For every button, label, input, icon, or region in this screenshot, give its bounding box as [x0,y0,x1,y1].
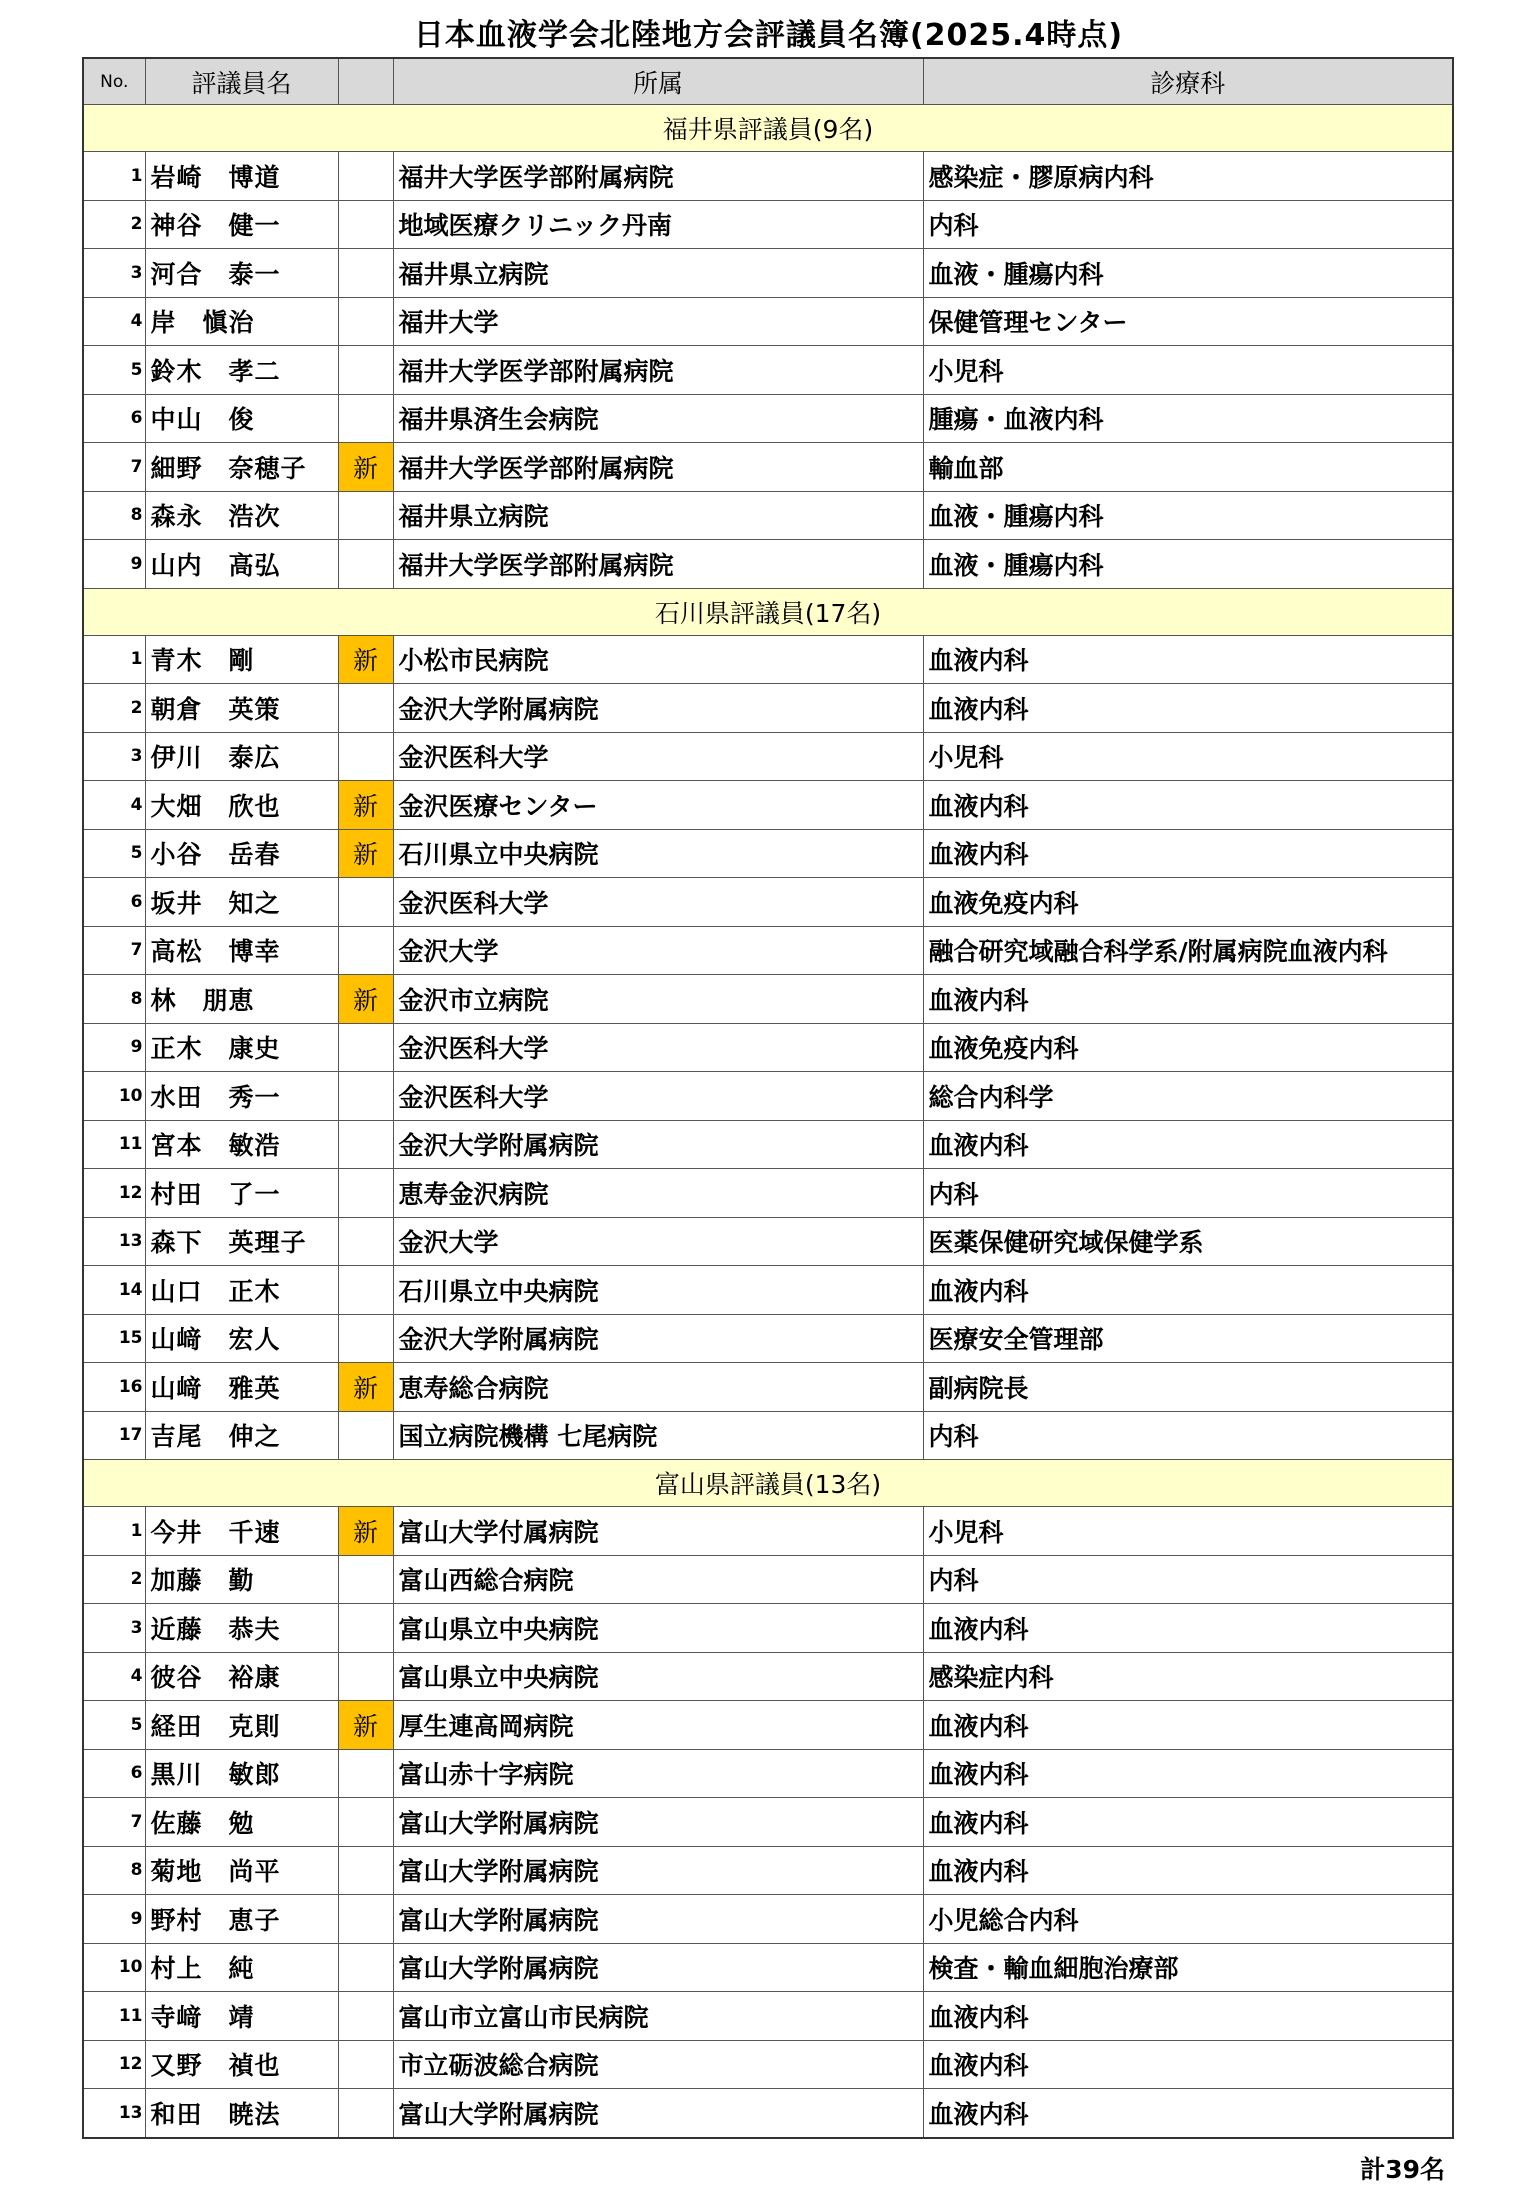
group-label: 石川県評議員(17名) [83,588,1453,635]
row-number: 7 [83,443,145,492]
table-row [83,1652,1453,1701]
department-cell: 血液内科 [923,1266,1453,1315]
row-number: 6 [83,878,145,927]
table-row [83,1363,1453,1412]
row-number: 4 [83,781,145,830]
row-number: 14 [83,1266,145,1315]
member-name: 又野 禎也 [145,2040,338,2089]
department-cell: 内科 [923,1555,1453,1604]
new-badge: 新 [338,1507,393,1556]
row-number: 1 [83,1507,145,1556]
new-badge [338,1411,393,1460]
department-cell: 医療安全管理部 [923,1314,1453,1363]
new-badge [338,926,393,975]
page-title: 日本血液学会北陸地方会評議員名簿(2025.4時点) [413,18,1124,53]
affiliation-cell: 福井大学医学部附属病院 [393,346,923,395]
affiliation-cell: 金沢大学 [393,926,923,975]
affiliation-cell: 富山大学附属病院 [393,1846,923,1895]
new-badge [338,1169,393,1218]
row-number: 9 [83,540,145,589]
member-name: 正木 康史 [145,1023,338,1072]
affiliation-cell: 福井大学医学部附属病院 [393,152,923,201]
row-number: 11 [83,1120,145,1169]
affiliation-cell: 富山県立中央病院 [393,1652,923,1701]
department-cell: 血液内科 [923,2040,1453,2089]
affiliation-cell: 金沢医科大学 [393,878,923,927]
row-number: 2 [83,684,145,733]
department-cell: 血液内科 [923,2089,1453,2138]
new-badge [338,1798,393,1847]
new-badge [338,878,393,927]
member-name: 小谷 岳春 [145,829,338,878]
new-badge [338,1652,393,1701]
row-number: 5 [83,829,145,878]
affiliation-cell: 市立砺波総合病院 [393,2040,923,2089]
affiliation-cell: 富山市立富山市民病院 [393,1992,923,2041]
affiliation-cell: 石川県立中央病院 [393,1266,923,1315]
table-row [83,1895,1453,1944]
new-badge [338,1992,393,2041]
row-number: 8 [83,491,145,540]
new-badge [338,1749,393,1798]
table-row [83,926,1453,975]
table-row [83,346,1453,395]
row-number: 3 [83,1604,145,1653]
affiliation-cell: 富山大学付属病院 [393,1507,923,1556]
member-name: 山﨑 雅英 [145,1363,338,1412]
affiliation-cell: 国立病院機構 七尾病院 [393,1411,923,1460]
row-number: 4 [83,1652,145,1701]
header-badge [338,58,393,105]
row-number: 13 [83,2089,145,2138]
table-row [83,1217,1453,1266]
member-name: 森永 浩次 [145,491,338,540]
department-cell: 血液内科 [923,1120,1453,1169]
department-cell: 融合研究域融合科学系/附属病院血液内科 [923,926,1453,975]
department-cell: 血液・腫瘍内科 [923,249,1453,298]
new-badge [338,1120,393,1169]
department-cell: 血液・腫瘍内科 [923,540,1453,589]
table-row [83,1314,1453,1363]
row-number: 6 [83,1749,145,1798]
affiliation-cell: 金沢医科大学 [393,1072,923,1121]
header-department: 診療科 [923,58,1453,105]
department-cell: 血液免疫内科 [923,1023,1453,1072]
new-badge [338,684,393,733]
new-badge: 新 [338,975,393,1024]
new-badge [338,1943,393,1992]
affiliation-cell: 福井大学 [393,297,923,346]
row-number: 5 [83,346,145,395]
table-row [83,635,1453,684]
affiliation-cell: 恵寿総合病院 [393,1363,923,1412]
department-cell: 腫瘍・血液内科 [923,394,1453,443]
table-row [83,732,1453,781]
new-badge [338,200,393,249]
row-number: 3 [83,249,145,298]
group-header-row [83,588,1453,635]
table-row [83,1169,1453,1218]
row-number: 13 [83,1217,145,1266]
table-row [83,1943,1453,1992]
affiliation-cell: 金沢大学附属病院 [393,684,923,733]
member-name: 坂井 知之 [145,878,338,927]
new-badge [338,346,393,395]
member-name: 経田 克則 [145,1701,338,1750]
member-name: 岩崎 博道 [145,152,338,201]
department-cell: 血液内科 [923,1604,1453,1653]
department-cell: 内科 [923,200,1453,249]
affiliation-cell: 富山大学附属病院 [393,1798,923,1847]
roster-body [83,105,1453,2138]
affiliation-cell: 金沢大学附属病院 [393,1314,923,1363]
header-affiliation: 所属 [393,58,923,105]
table-row [83,829,1453,878]
table-row [83,1798,1453,1847]
new-badge [338,1555,393,1604]
affiliation-cell: 金沢市立病院 [393,975,923,1024]
department-cell: 小児科 [923,346,1453,395]
affiliation-cell: 金沢医療センター [393,781,923,830]
department-cell: 内科 [923,1411,1453,1460]
table-row [83,443,1453,492]
department-cell: 血液内科 [923,684,1453,733]
row-number: 8 [83,1846,145,1895]
row-number: 8 [83,975,145,1024]
department-cell: 血液内科 [923,1798,1453,1847]
new-badge [338,249,393,298]
total-count: 計39名 [1360,2155,1445,2184]
row-number: 12 [83,2040,145,2089]
row-number: 7 [83,1798,145,1847]
department-cell: 血液内科 [923,635,1453,684]
row-number: 10 [83,1943,145,1992]
affiliation-cell: 富山大学附属病院 [393,2089,923,2138]
affiliation-cell: 福井県立病院 [393,249,923,298]
member-name: 今井 千速 [145,1507,338,1556]
new-badge: 新 [338,443,393,492]
member-name: 大畑 欣也 [145,781,338,830]
affiliation-cell: 金沢医科大学 [393,732,923,781]
member-name: 宮本 敏浩 [145,1120,338,1169]
table-row [83,394,1453,443]
department-cell: 医薬保健研究域保健学系 [923,1217,1453,1266]
new-badge [338,394,393,443]
member-name: 青木 剛 [145,635,338,684]
row-number: 5 [83,1701,145,1750]
department-cell: 血液・腫瘍内科 [923,491,1453,540]
member-name: 河合 泰一 [145,249,338,298]
row-number: 7 [83,926,145,975]
row-number: 10 [83,1072,145,1121]
department-cell: 小児総合内科 [923,1895,1453,1944]
member-name: 加藤 勤 [145,1555,338,1604]
member-name: 近藤 恭夫 [145,1604,338,1653]
member-name: 高松 博幸 [145,926,338,975]
member-name: 水田 秀一 [145,1072,338,1121]
new-badge: 新 [338,781,393,830]
table-row [83,1555,1453,1604]
member-name: 黒川 敏郎 [145,1749,338,1798]
new-badge [338,1846,393,1895]
row-number: 11 [83,1992,145,2041]
new-badge [338,1217,393,1266]
affiliation-cell: 恵寿金沢病院 [393,1169,923,1218]
table-row [83,2089,1453,2138]
member-name: 伊川 泰広 [145,732,338,781]
affiliation-cell: 富山県立中央病院 [393,1604,923,1653]
member-name: 山内 高弘 [145,540,338,589]
new-badge [338,732,393,781]
table-row [83,1266,1453,1315]
header-name: 評議員名 [145,58,338,105]
group-header-row [83,105,1453,152]
affiliation-cell: 富山大学附属病院 [393,1943,923,1992]
table-row [83,1072,1453,1121]
affiliation-cell: 金沢医科大学 [393,1023,923,1072]
table-row [83,200,1453,249]
table-row [83,297,1453,346]
row-number: 12 [83,1169,145,1218]
new-badge [338,2089,393,2138]
affiliation-cell: 地域医療クリニック丹南 [393,200,923,249]
member-name: 村上 純 [145,1943,338,1992]
new-badge [338,1314,393,1363]
member-name: 林 朋恵 [145,975,338,1024]
group-label: 福井県評議員(9名) [83,105,1453,152]
member-name: 鈴木 孝二 [145,346,338,395]
row-number: 9 [83,1895,145,1944]
department-cell: 血液内科 [923,781,1453,830]
header-no: No. [83,58,145,105]
affiliation-cell: 富山赤十字病院 [393,1749,923,1798]
member-name: 寺﨑 靖 [145,1992,338,2041]
table-row [83,1507,1453,1556]
department-cell: 総合内科学 [923,1072,1453,1121]
new-badge [338,1023,393,1072]
row-number: 1 [83,635,145,684]
new-badge: 新 [338,829,393,878]
member-name: 山﨑 宏人 [145,1314,338,1363]
table-row [83,975,1453,1024]
department-cell: 血液内科 [923,1992,1453,2041]
new-badge: 新 [338,1363,393,1412]
member-name: 岸 愼治 [145,297,338,346]
table-row [83,1701,1453,1750]
table-row [83,1120,1453,1169]
department-cell: 検査・輸血細胞治療部 [923,1943,1453,1992]
affiliation-cell: 富山大学附属病院 [393,1895,923,1944]
row-number: 16 [83,1363,145,1412]
table-row [83,249,1453,298]
department-cell: 副病院長 [923,1363,1453,1412]
affiliation-cell: 小松市民病院 [393,635,923,684]
row-number: 1 [83,152,145,201]
affiliation-cell: 福井県立病院 [393,491,923,540]
member-name: 中山 俊 [145,394,338,443]
department-cell: 血液内科 [923,1701,1453,1750]
table-row [83,540,1453,589]
affiliation-cell: 厚生連高岡病院 [393,1701,923,1750]
affiliation-cell: 福井県済生会病院 [393,394,923,443]
table-row [83,491,1453,540]
department-cell: 小児科 [923,732,1453,781]
department-cell: 血液内科 [923,1749,1453,1798]
table-row [83,1992,1453,2041]
department-cell: 小児科 [923,1507,1453,1556]
table-row [83,1749,1453,1798]
table-header-row [83,58,1453,105]
group-label: 富山県評議員(13名) [83,1460,1453,1507]
table-row [83,1846,1453,1895]
department-cell: 輸血部 [923,443,1453,492]
table-row [83,152,1453,201]
new-badge [338,491,393,540]
affiliation-cell: 石川県立中央病院 [393,829,923,878]
department-cell: 感染症内科 [923,1652,1453,1701]
new-badge [338,1072,393,1121]
member-name: 細野 奈穂子 [145,443,338,492]
new-badge: 新 [338,1701,393,1750]
table-row [83,878,1453,927]
new-badge: 新 [338,635,393,684]
new-badge [338,1895,393,1944]
row-number: 15 [83,1314,145,1363]
department-cell: 血液内科 [923,829,1453,878]
affiliation-cell: 金沢大学 [393,1217,923,1266]
member-name: 佐藤 勉 [145,1798,338,1847]
department-cell: 感染症・膠原病内科 [923,152,1453,201]
roster-table [82,57,1454,2139]
row-number: 6 [83,394,145,443]
member-name: 彼谷 裕康 [145,1652,338,1701]
member-name: 朝倉 英策 [145,684,338,733]
affiliation-cell: 福井大学医学部附属病院 [393,443,923,492]
row-number: 9 [83,1023,145,1072]
department-cell: 血液免疫内科 [923,878,1453,927]
member-name: 山口 正木 [145,1266,338,1315]
member-name: 森下 英理子 [145,1217,338,1266]
affiliation-cell: 福井大学医学部附属病院 [393,540,923,589]
group-header-row [83,1460,1453,1507]
new-badge [338,540,393,589]
table-row [83,684,1453,733]
affiliation-cell: 富山西総合病院 [393,1555,923,1604]
department-cell: 保健管理センター [923,297,1453,346]
table-row [83,1023,1453,1072]
department-cell: 血液内科 [923,1846,1453,1895]
table-row [83,2040,1453,2089]
row-number: 3 [83,732,145,781]
member-name: 神谷 健一 [145,200,338,249]
new-badge [338,1604,393,1653]
new-badge [338,297,393,346]
new-badge [338,2040,393,2089]
row-number: 2 [83,1555,145,1604]
member-name: 和田 暁法 [145,2089,338,2138]
new-badge [338,152,393,201]
member-name: 菊地 尚平 [145,1846,338,1895]
member-name: 吉尾 伸之 [145,1411,338,1460]
member-name: 野村 恵子 [145,1895,338,1944]
department-cell: 内科 [923,1169,1453,1218]
row-number: 17 [83,1411,145,1460]
table-row [83,1604,1453,1653]
table-row [83,1411,1453,1460]
new-badge [338,1266,393,1315]
row-number: 4 [83,297,145,346]
table-row [83,781,1453,830]
department-cell: 血液内科 [923,975,1453,1024]
row-number: 2 [83,200,145,249]
member-name: 村田 了一 [145,1169,338,1218]
affiliation-cell: 金沢大学附属病院 [393,1120,923,1169]
